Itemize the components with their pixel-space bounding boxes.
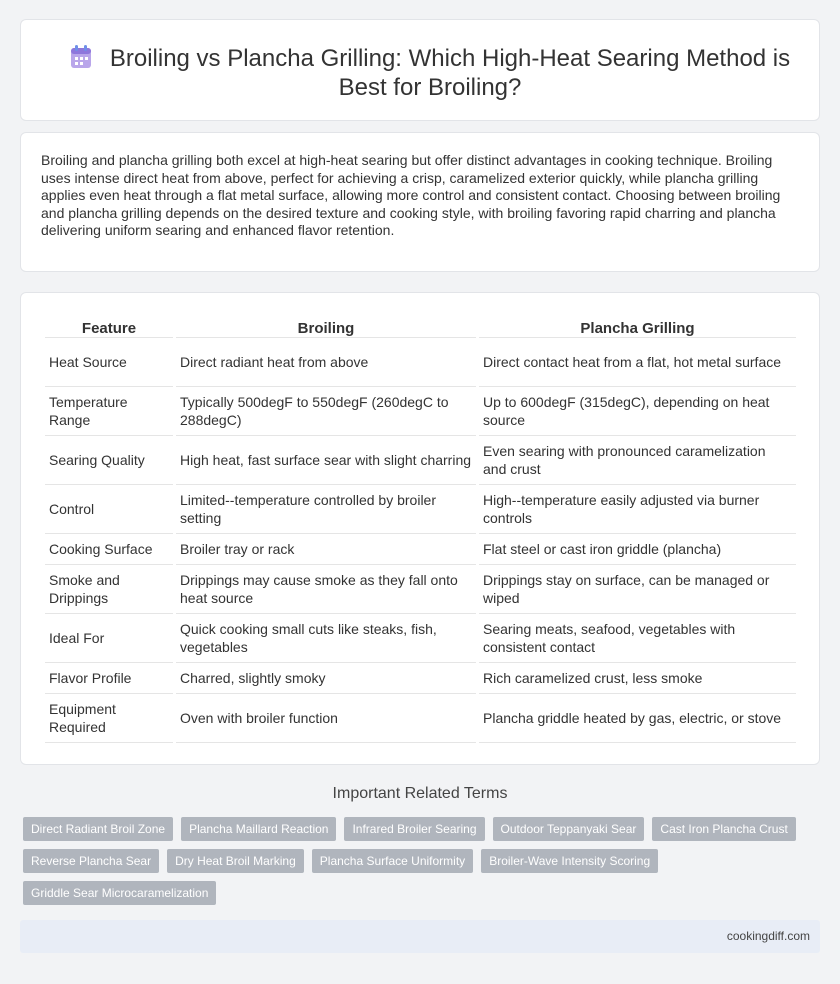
- broiling-cell: Quick cooking small cuts like steaks, fish, vegetables: [176, 614, 476, 663]
- plancha-cell: Direct contact heat from a flat, hot metal surface: [479, 338, 796, 387]
- plancha-cell: High--temperature easily adjusted via burner controls: [479, 485, 796, 534]
- plancha-cell: Searing meats, seafood, vegetables with consistent contact: [479, 614, 796, 663]
- footer: [20, 920, 820, 953]
- table-row: [45, 614, 796, 663]
- related-term-tag[interactable]: Direct Radiant Broil Zone: [23, 817, 173, 841]
- table-row: [45, 534, 796, 565]
- table-row: [45, 436, 796, 485]
- broiling-cell: Broiler tray or rack: [176, 534, 476, 565]
- footer-site-link[interactable]: cookingdiff.com: [726, 929, 810, 943]
- related-term-tag[interactable]: Griddle Sear Microcaramelization: [23, 881, 216, 905]
- broiling-cell: Charred, slightly smoky: [176, 663, 476, 694]
- header-plancha: Plancha Grilling: [479, 315, 796, 338]
- broiling-cell: Drippings may cause smoke as they fall onto heat source: [176, 565, 476, 614]
- page-title-text: Broiling vs Plancha Grilling: Which High-Heat Searing Method is Best for Broiling?: [109, 45, 791, 101]
- feature-cell: Flavor Profile: [45, 663, 173, 694]
- table-row: [45, 663, 796, 694]
- page-title: [61, 44, 799, 102]
- title-wrap: [61, 44, 799, 102]
- feature-cell: Control: [45, 485, 173, 534]
- related-term-tag[interactable]: Outdoor Teppanyaki Sear: [493, 817, 645, 841]
- calendar-icon: [70, 45, 92, 69]
- table-row: [45, 338, 796, 387]
- related-term-tag[interactable]: Dry Heat Broil Marking: [167, 849, 304, 873]
- plancha-cell: Flat steel or cast iron griddle (plancha): [479, 534, 796, 565]
- header-card: [20, 19, 820, 121]
- feature-cell: Searing Quality: [45, 436, 173, 485]
- related-terms-title: Important Related Terms: [332, 785, 508, 802]
- table-row: [45, 485, 796, 534]
- broiling-cell: Direct radiant heat from above: [176, 338, 476, 387]
- intro-card: [20, 132, 820, 272]
- table-row: [45, 694, 796, 743]
- broiling-cell: Oven with broiler function: [176, 694, 476, 743]
- feature-cell: Ideal For: [45, 614, 173, 663]
- related-term-tag[interactable]: Broiler-Wave Intensity Scoring: [481, 849, 658, 873]
- feature-cell: Cooking Surface: [45, 534, 173, 565]
- broiling-cell: High heat, fast surface sear with slight charring: [176, 436, 476, 485]
- header-broiling: Broiling: [176, 315, 476, 338]
- broiling-cell: Limited--temperature controlled by broiler setting: [176, 485, 476, 534]
- table-header-row: [45, 315, 796, 338]
- feature-cell: Temperature Range: [45, 387, 173, 436]
- comparison-table: [42, 315, 799, 743]
- related-term-tag[interactable]: Reverse Plancha Sear: [23, 849, 159, 873]
- feature-cell: Smoke and Drippings: [45, 565, 173, 614]
- table-row: [45, 387, 796, 436]
- header-feature: Feature: [45, 315, 173, 338]
- plancha-cell: Plancha griddle heated by gas, electric, or stove: [479, 694, 796, 743]
- feature-cell: Heat Source: [45, 338, 173, 387]
- comparison-card: [20, 292, 820, 765]
- broiling-cell: Typically 500degF to 550degF (260degC to 288degC): [176, 387, 476, 436]
- intro-paragraph: Broiling and plancha grilling both excel at high-heat searing but offer distinct advantages in cooking technique. Broiling uses intense direct heat from above, perfect for achieving a crisp, caramelized exterior quickly, while plancha grilling applies even heat through a flat metal surface, allowing more control and consistent contact. Choosing between broiling and plancha grilling depends on the desired texture and cooking style, with broiling favoring rapid charring and plancha delivering uniform searing and enhanced flavor retention.: [41, 152, 781, 239]
- plancha-cell: Rich caramelized crust, less smoke: [479, 663, 796, 694]
- related-term-tag[interactable]: Plancha Maillard Reaction: [181, 817, 336, 841]
- related-terms-list: [23, 817, 813, 905]
- feature-cell: Equipment Required: [45, 694, 173, 743]
- plancha-cell: Even searing with pronounced caramelization and crust: [479, 436, 796, 485]
- related-term-tag[interactable]: Infrared Broiler Searing: [344, 817, 484, 841]
- table-row: [45, 565, 796, 614]
- related-term-tag[interactable]: Plancha Surface Uniformity: [312, 849, 473, 873]
- related-term-tag[interactable]: Cast Iron Plancha Crust: [652, 817, 795, 841]
- plancha-cell: Drippings stay on surface, can be managed or wiped: [479, 565, 796, 614]
- plancha-cell: Up to 600degF (315degC), depending on heat source: [479, 387, 796, 436]
